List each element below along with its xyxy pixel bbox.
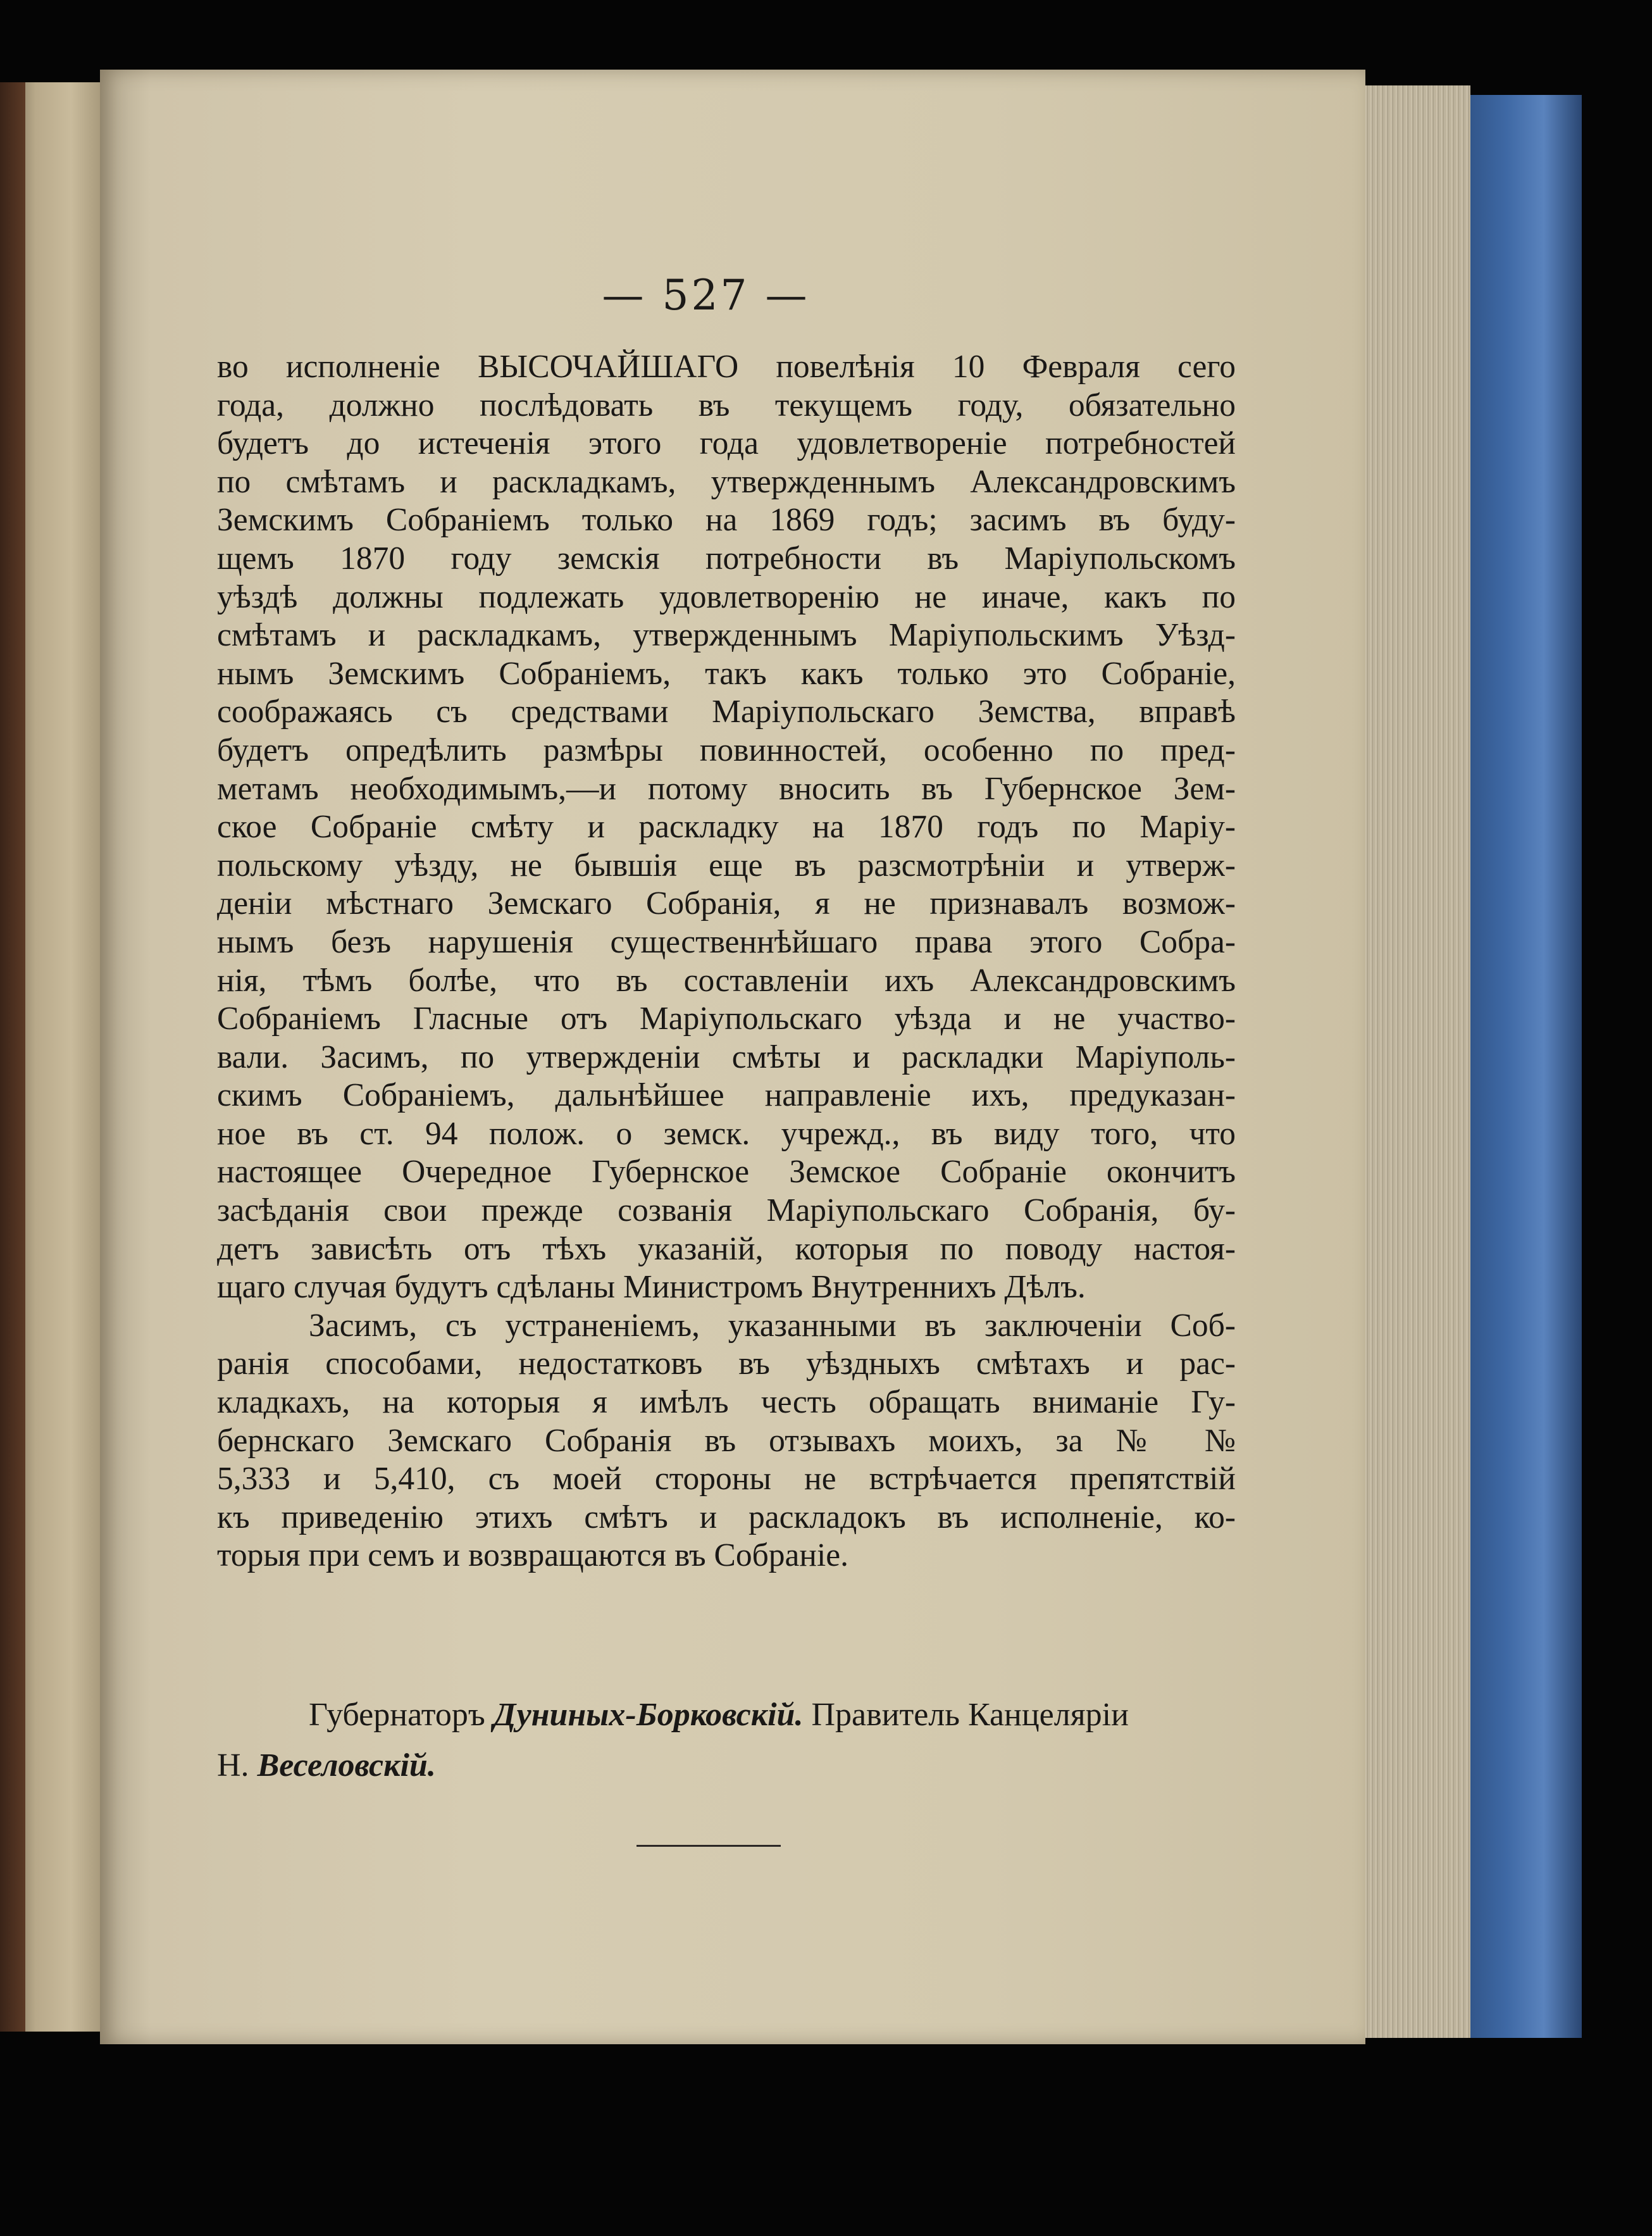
text-line: Собраніемъ Гласные отъ Маріупольскаго уѣзда и не участво- — [217, 1001, 1236, 1037]
body-text — [217, 348, 1236, 1575]
text-line: Засимъ, съ устраненіемъ, указанными въ заключеніи Соб- — [309, 1307, 1236, 1344]
text-line: соображаясь съ средствами Маріупольскаго Земства, вправѣ — [217, 694, 1236, 730]
signature-line-chancellery — [217, 1740, 1236, 1791]
text-line: торыя при семъ и возвращаются въ Собраніе. — [217, 1537, 849, 1574]
text-line: бернскаго Земскаго Собранія въ отзывахъ моихъ, за № № — [217, 1422, 1236, 1459]
text-line: нымъ безъ нарушенія существеннѣйшаго права этого Собра- — [217, 923, 1236, 960]
text-line: метамъ необходимымъ,—и потому вносить въ Губернское Зем- — [217, 770, 1236, 807]
text-line: деніи мѣстнаго Земскаго Собранія, я не признавалъ возмож- — [217, 885, 1236, 922]
text-line: кладкахъ, на которыя я имѣлъ честь обращать вниманіе Гу- — [217, 1384, 1236, 1421]
text-line: вали. Засимъ, по утвержденіи смѣты и раскладки Маріуполь- — [217, 1039, 1236, 1075]
text-line: нія, тѣмъ болѣе, что въ составленіи ихъ Александровскимъ — [217, 962, 1236, 999]
text-line: будетъ до истеченія этого года удовлетвореніе потребностей — [217, 425, 1236, 462]
text-line: во исполненіе ВЫСОЧАЙШАГО повелѣнія 10 Февраля сего — [217, 349, 1236, 385]
text-line: по смѣтамъ и раскладкамъ, утвержденнымъ Александровскимъ — [217, 463, 1236, 500]
text-line: щаго случая будутъ сдѣланы Министромъ Внутреннихъ Дѣлъ. — [217, 1269, 1086, 1306]
chancellery-initial: Н. — [217, 1747, 249, 1783]
text-line: къ приведенію этихъ смѣтъ и раскладокъ въ исполненіе, ко- — [217, 1499, 1236, 1535]
text-line: детъ зависѣть отъ тѣхъ указаній, которыя по поводу настоя- — [217, 1230, 1236, 1267]
chancellery-title: Правитель Канцеляріи — [811, 1697, 1129, 1733]
text-line: 5,333 и 5,410, съ моей стороны не встрѣчается препятствій — [217, 1461, 1236, 1497]
governor-title: Губернаторъ — [309, 1697, 485, 1733]
blue-cover-edge — [1455, 95, 1582, 2038]
text-line: нымъ Земскимъ Собраніемъ, такъ какъ только это Собраніе, — [217, 655, 1236, 692]
text-line: польскому уѣзду, не бывшія еще въ разсмотрѣніи и утверж- — [217, 847, 1236, 884]
text-line: года, должно послѣдовать въ текущемъ году, обязательно — [217, 387, 1236, 423]
chancellery-name: Веселовскій. — [257, 1747, 436, 1783]
text-line: скимъ Собраніемъ, дальнѣйшее направленіе ихъ, предуказан- — [217, 1077, 1236, 1114]
text-line: смѣтамъ и раскладкамъ, утвержденнымъ Маріупольскимъ Уѣзд- — [217, 617, 1236, 654]
text-line: засѣданія свои прежде созванія Маріупольскаго Собранія, бу- — [217, 1192, 1236, 1229]
text-line: уѣздѣ должны подлежать удовлетворенію не иначе, какъ по — [217, 578, 1236, 615]
text-line: ское Собраніе смѣту и раскладку на 1870 годъ по Маріу- — [217, 809, 1236, 846]
signature-line-governor — [217, 1690, 1236, 1740]
text-line: Земскимъ Собраніемъ только на 1869 годъ; засимъ въ буду- — [217, 502, 1236, 539]
signature-block — [217, 1690, 1236, 1791]
text-line: будетъ опредѣлить размѣры повинностей, особенно по пред- — [217, 732, 1236, 768]
text-line: настоящее Очередное Губернское Земское Собраніе окончитъ — [217, 1154, 1236, 1190]
governor-name: Дуниных-Борковскій. — [493, 1697, 804, 1733]
document-page — [100, 70, 1365, 2044]
text-line: ное въ ст. 94 полож. о земск. учрежд., въ виду того, что — [217, 1115, 1236, 1152]
left-binding — [0, 82, 25, 2032]
page-number: — 527 — — [602, 271, 810, 320]
text-line: щемъ 1870 году земскія потребности въ Маріупольскомъ — [217, 540, 1236, 577]
text-line: ранія способами, недостатковъ въ уѣздныхъ смѣтахъ и рас- — [217, 1346, 1236, 1382]
closing-rule — [637, 1845, 781, 1847]
